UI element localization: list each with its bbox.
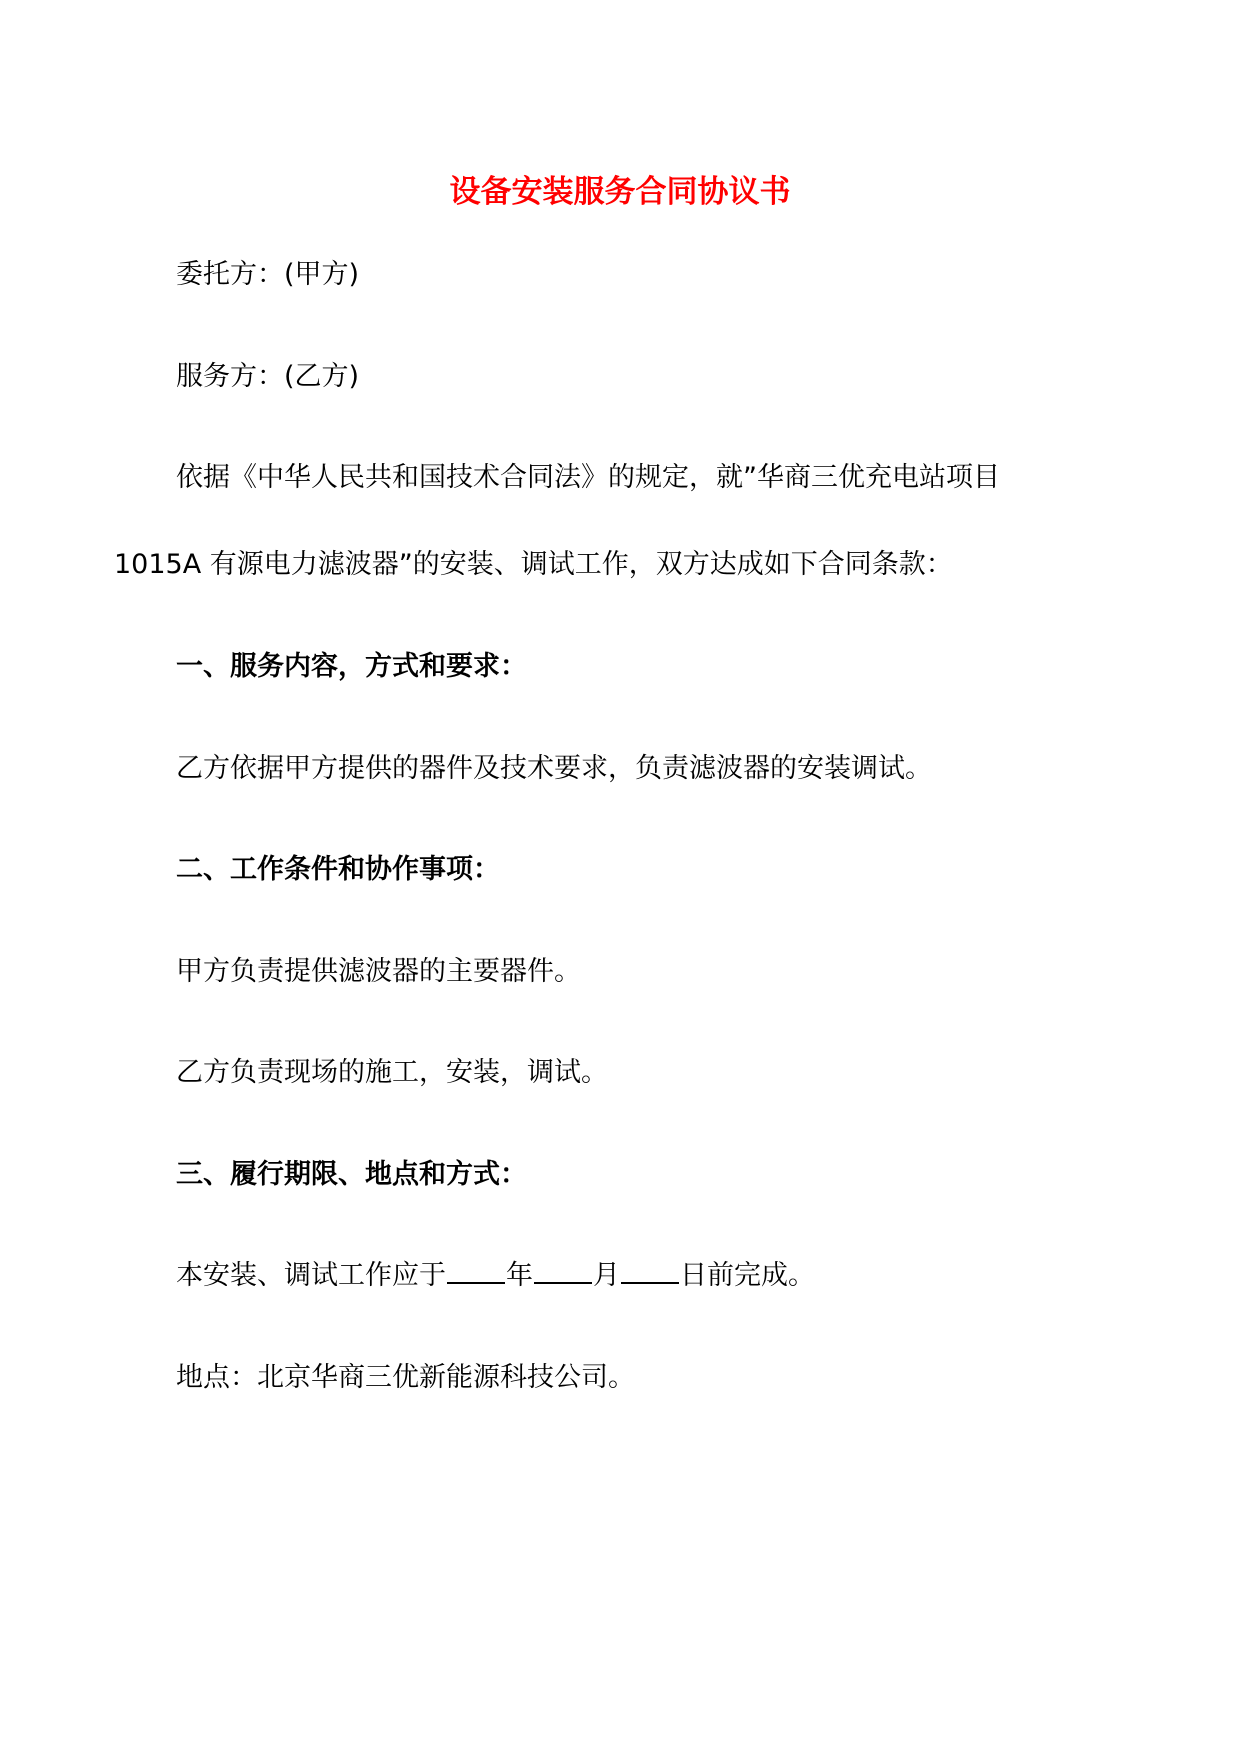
month-blank — [534, 1258, 592, 1284]
provider-party-label: 服务方：(乙方) — [176, 361, 360, 392]
document-title: 设备安装服务合同协议书 — [449, 174, 791, 210]
section3-heading: 三、履行期限、地点和方式： — [176, 1159, 527, 1190]
section2-item1: 甲方负责提供滤波器的主要器件。 — [176, 956, 581, 987]
section1-heading: 一、服务内容，方式和要求： — [176, 651, 527, 682]
month-label: 月 — [593, 1260, 620, 1291]
section2-item2: 乙方负责现场的施工，安装，调试。 — [176, 1057, 608, 1088]
year-blank — [447, 1258, 505, 1284]
section2-heading: 二、工作条件和协作事项： — [176, 854, 500, 885]
section1-body: 乙方依据甲方提供的器件及技术要求，负责滤波器的安装调试。 — [176, 753, 932, 784]
year-label: 年 — [506, 1260, 533, 1291]
day-blank — [621, 1258, 679, 1284]
section3-deadline — [176, 1258, 815, 1294]
intro-paragraph-line1: 依据《中华人民共和国技术合同法》的规定，就”华商三优充电站项目 — [176, 462, 1000, 493]
intro-paragraph-line2: 1015A 有源电力滤波器”的安装、调试工作，双方达成如下合同条款： — [114, 549, 953, 580]
client-party-label: 委托方：(甲方) — [176, 259, 360, 290]
section3-location: 地点：北京华商三优新能源科技公司。 — [176, 1362, 635, 1393]
day-suffix: 日前完成。 — [680, 1260, 815, 1291]
deadline-prefix: 本安装、调试工作应于 — [176, 1260, 446, 1291]
